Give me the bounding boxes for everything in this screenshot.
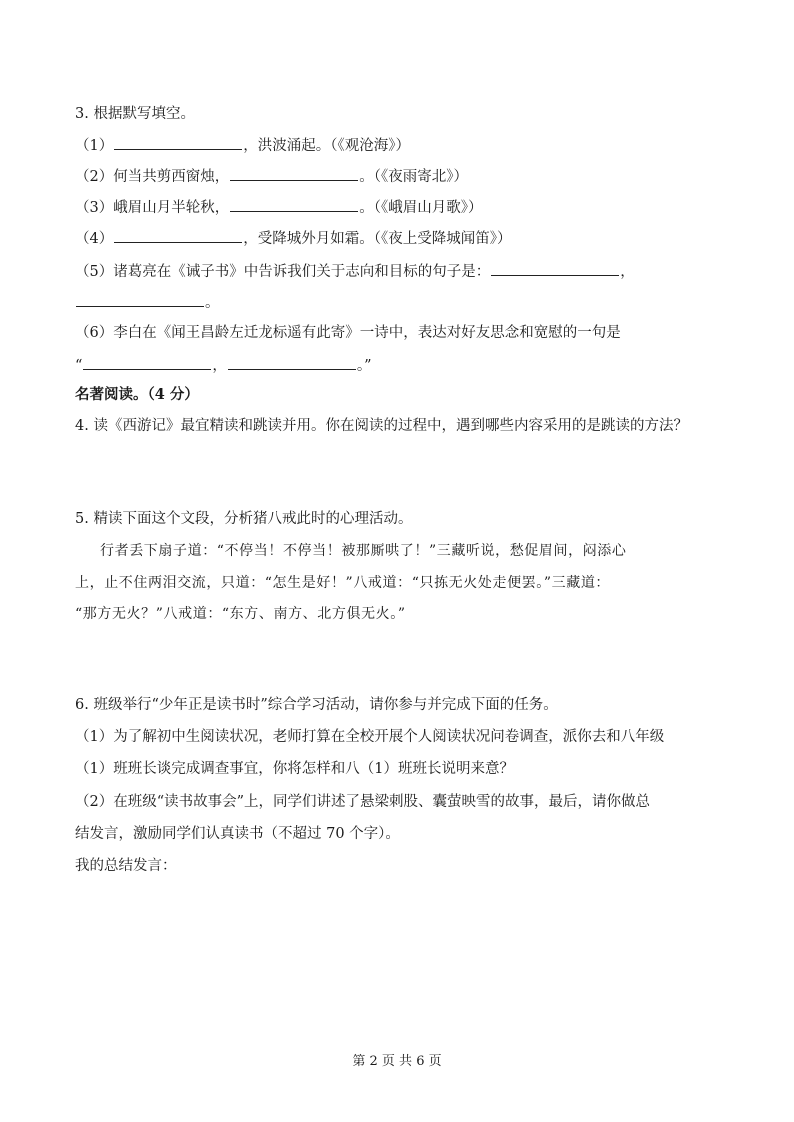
q3-item-5-comma: ， <box>620 264 635 280</box>
q3-item-4-num: （4） <box>75 231 114 247</box>
q3-item-6-comma: ， <box>212 358 227 374</box>
q3-item-5-blank-a[interactable] <box>491 261 619 276</box>
q3-item-5-before: （5）诸葛亮在《诫子书》中告诉我们关于志向和目标的句子是： <box>75 264 491 280</box>
q3-item-4-after: ，受降城外月如霜。（《夜上受降城闻笛》） <box>243 231 512 247</box>
q3-item-6-close: 。” <box>356 358 372 374</box>
q3-item-4-blank[interactable] <box>114 228 242 243</box>
q6-sub2-line-1: （2）在班级“读书故事会”上，同学们讲述了悬梁刺股、囊萤映雪的故事，最后，请你做总 <box>75 794 651 810</box>
q3-item-5-end: 。 <box>205 295 220 311</box>
q3-item-6-open: “ <box>75 358 83 374</box>
q6-sub2-line-2: 结发言，激励同学们认真读书（不超过 70 个字）。 <box>75 826 400 842</box>
q3-item-1-num: （1） <box>75 138 114 154</box>
q3-item-6-blank-b[interactable] <box>228 355 356 370</box>
q3-item-1-blank[interactable] <box>114 135 242 150</box>
q5-passage-line-2: 上，止不住两泪交流，只道：“怎生是好！”八戒道：“只拣无火处走便罢。”三藏道： <box>75 575 611 591</box>
q3-item-6-blank-a[interactable] <box>83 355 211 370</box>
q4-text: 4. 读《西游记》最宜精读和跳读并用。你在阅读的过程中，遇到哪些内容采用的是跳读的方法？ <box>75 418 688 434</box>
q3-item-4 <box>75 228 511 249</box>
q3-item-3-after: 。（《峨眉山月歌》） <box>359 200 483 216</box>
q6-sub1-line-2: （1）班班长谈完成调查事宜，你将怎样和八（1）班班长说明来意？ <box>75 761 514 777</box>
q3-item-1-after: ，洪波涌起。（《观沧海》） <box>243 138 410 154</box>
q3-item-5-cont <box>75 292 220 313</box>
q5-text: 5. 精读下面这个文段，分析猪八戒此时的心理活动。 <box>75 511 413 527</box>
q6-sub1-line-1: （1）为了解初中生阅读状况，老师打算在全校开展个人阅读状况问卷调查，派你去和八年级 <box>75 729 665 745</box>
q3-item-3 <box>75 197 482 218</box>
q3-item-5 <box>75 261 635 282</box>
section-title: 名著阅读。（4 分） <box>75 386 199 403</box>
q5-passage-line-3: “那方无火？”八戒道：“东方、南方、北方俱无火。” <box>75 606 406 622</box>
q3-item-6: （6）李白在《闻王昌龄左迁龙标遥有此寄》一诗中，表达对好友思念和宽慰的一句是 <box>75 325 621 341</box>
q6-answer-label: 我的总结发言： <box>75 858 177 874</box>
q3-item-2 <box>75 166 468 187</box>
q3-item-5-blank-b[interactable] <box>76 292 204 307</box>
q3-item-2-before: （2）何当共剪西窗烛， <box>75 169 230 185</box>
q3-item-3-before: （3）峨眉山月半轮秋， <box>75 200 230 216</box>
q3-item-3-blank[interactable] <box>230 197 358 212</box>
q5-passage-line-1: 行者丢下扇子道：“不停当！不停当！被那厮哄了！”三藏听说，愁促眉间，闷添心 <box>100 543 627 559</box>
q3-item-6-cont <box>75 355 372 376</box>
q6-text: 6. 班级举行“少年正是读书时”综合学习活动，请你参与并完成下面的任务。 <box>75 697 558 713</box>
q3-item-2-after: 。（《夜雨寄北》） <box>359 169 468 185</box>
q3-item-1 <box>75 135 410 156</box>
q3-item-2-blank[interactable] <box>230 166 358 181</box>
page-footer: 第 2 页 共 6 页 <box>352 1054 442 1069</box>
q3-title: 3. 根据默写填空。 <box>75 106 195 122</box>
